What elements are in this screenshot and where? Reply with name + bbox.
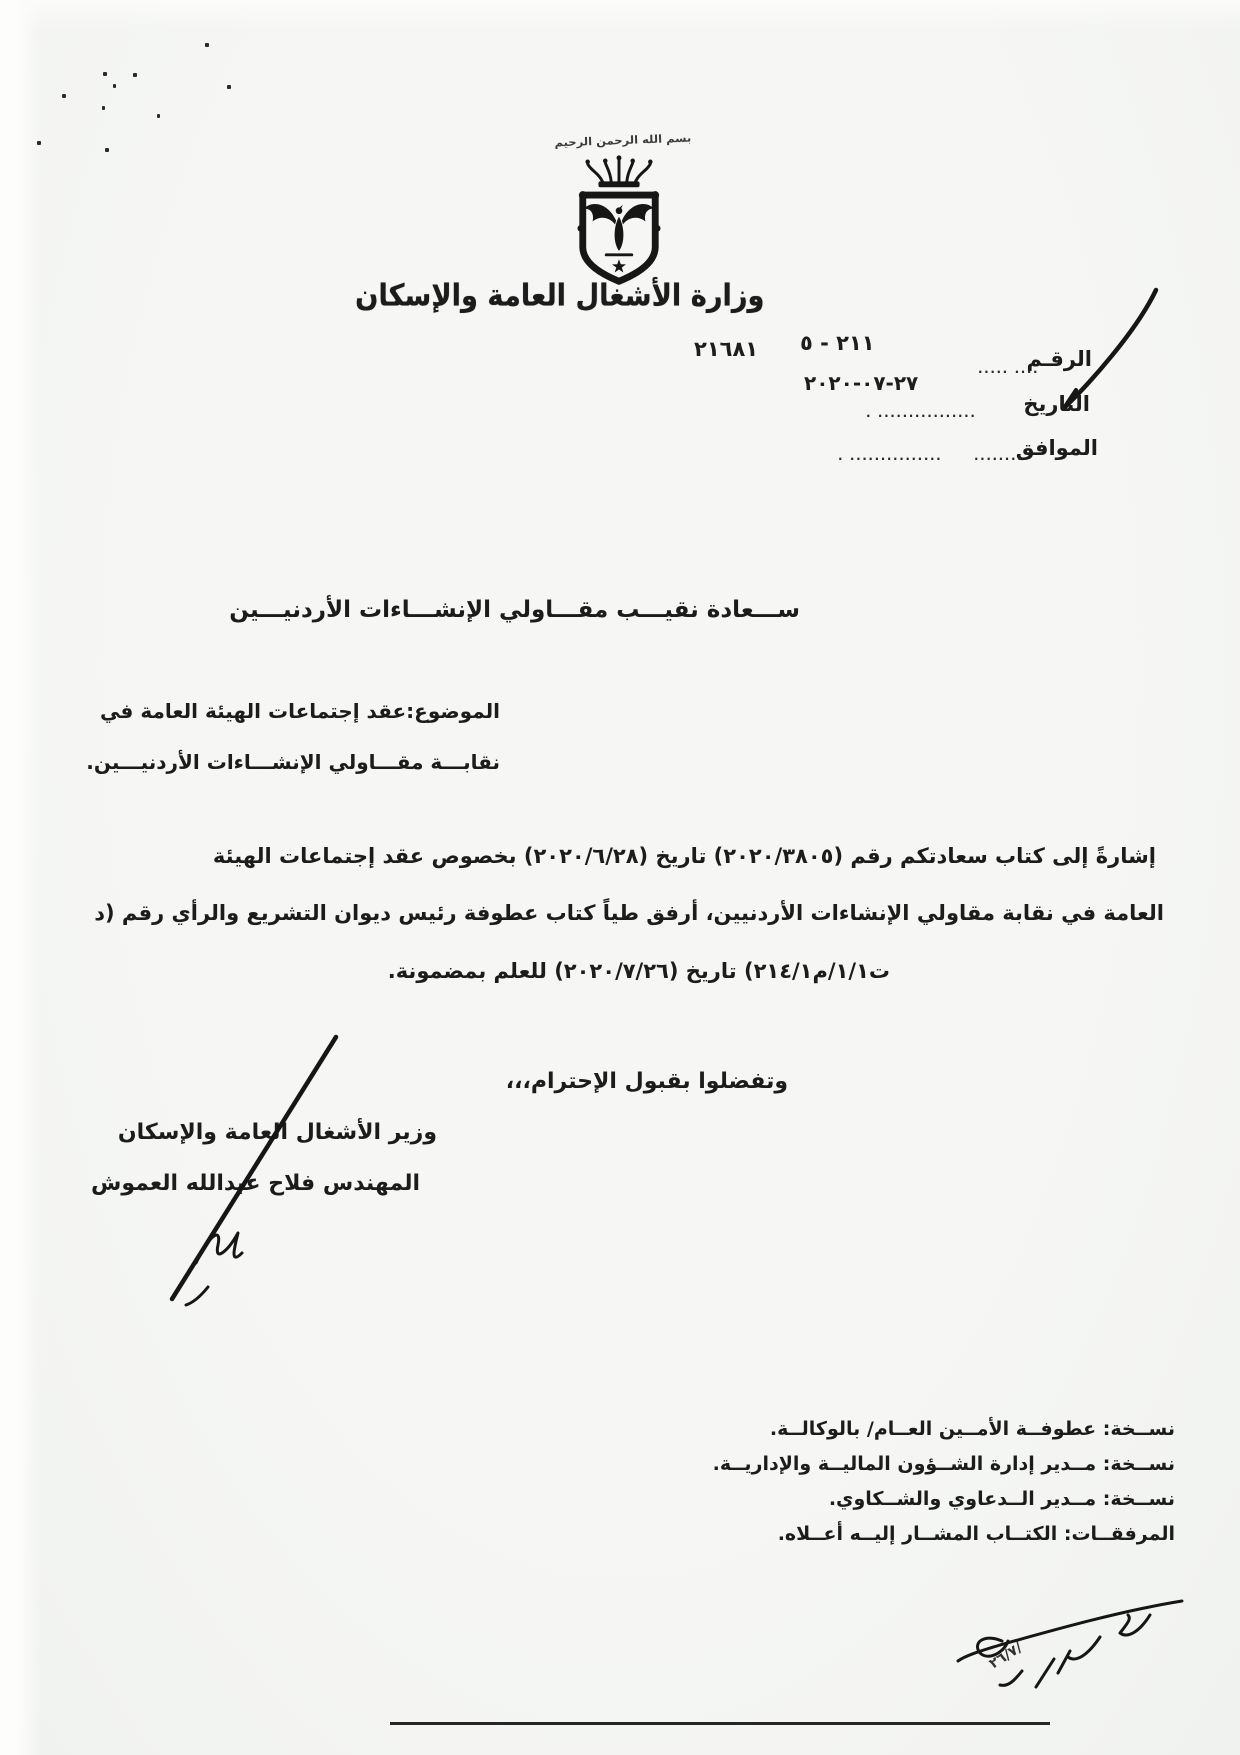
- body-line-2: العامة في نقابة مقاولي الإنشاءات الأردنيين، أرفق طياً كتاب عطوفة رئيس ديوان التشريع والرأي رقم (د: [94, 901, 1164, 925]
- ref-number-value: ٥ - ٢١١: [800, 331, 875, 355]
- scan-speck: [227, 85, 231, 89]
- royal-crest-emblem-icon: [560, 152, 678, 294]
- closing-line: وتفضلوا بقبول الإحترام،،،: [505, 1069, 788, 1094]
- cc-line: المرفقــات: الكتــاب المشــار إليــه أعــلاه.: [777, 1523, 1175, 1545]
- ref-number-dotted-line: ..... ....: [978, 362, 1040, 376]
- body-line-1: إشارةً إلى كتاب سعادتكم رقم (٢٠٢٠/٣٨٠٥) تاريخ (٢٠٢٠/٦/٢٨) بخصوص عقد إجتماعات الهيئة: [212, 844, 1156, 868]
- ref-date-label: التاريخ: [1023, 392, 1090, 416]
- subject-line-1: الموضوع:عقد إجتماعات الهيئة العامة في: [100, 699, 500, 723]
- scan-speck: [102, 106, 105, 110]
- ref-corresponding-label: الموافق: [1015, 436, 1098, 460]
- subject-line-2: نقابـــة مقـــاولي الإنشـــاءات الأردنيـــين.: [86, 750, 500, 774]
- ref-corresponding-dotted-line-b: . ...............: [838, 449, 943, 463]
- ref-corresponding-dotted-line-a: ........: [974, 449, 1024, 463]
- ref-number-label: الرقـم: [1026, 347, 1092, 371]
- scan-speck: [113, 84, 116, 88]
- ref-date-dotted-line: . ................: [866, 406, 977, 420]
- crown-icon: [585, 155, 652, 187]
- scan-speck: [37, 141, 41, 145]
- eagle-icon: [584, 204, 655, 251]
- body-line-3: ت١/١/م٢١٤/١) تاريخ (٢٠٢٠/٧/٢٦) للعلم بمضمونة.: [387, 959, 890, 983]
- scan-speck: [62, 94, 66, 98]
- salutation-line: ســـعادة نقيـــب مقـــاولي الإنشـــاءات الأردنيـــين: [229, 597, 800, 623]
- star-icon: [612, 259, 626, 272]
- scan-speck: [103, 72, 107, 76]
- signer-title: وزير الأشغال العامة والإسكان: [117, 1120, 437, 1145]
- scan-speck: [105, 148, 109, 152]
- scan-speck: [133, 73, 137, 77]
- bismillah-calligraphy: بسم الله الرحمن الرحيم: [554, 131, 692, 150]
- clerk-signature: [930, 1575, 1200, 1705]
- minister-signature: [140, 1015, 370, 1315]
- scan-divider-line: [390, 1722, 1050, 1725]
- ref-date-value: ٢٠٢٠-٠٧-٢٧: [804, 371, 919, 395]
- scan-speck: [157, 114, 160, 118]
- cc-line: نســخة: عطوفــة الأمــين العــام/ بالوكالــة.: [769, 1418, 1175, 1440]
- cc-line: نســخة: مــدير إدارة الشــؤون الماليــة والإداريــة.: [712, 1453, 1175, 1475]
- cc-line: نســخة: مــدير الــدعاوي والشــكاوي.: [828, 1488, 1175, 1510]
- handwritten-date: ٢٦/٧/: [986, 1639, 1026, 1673]
- ministry-name-calligraphy: وزارة الأشغال العامة والإسكان: [355, 277, 765, 313]
- ref-number-value-secondary: ٢١٦٨١: [694, 337, 759, 361]
- scan-speck: [205, 43, 209, 47]
- signer-name: المهندس فلاح عبدالله العموش: [90, 1171, 420, 1196]
